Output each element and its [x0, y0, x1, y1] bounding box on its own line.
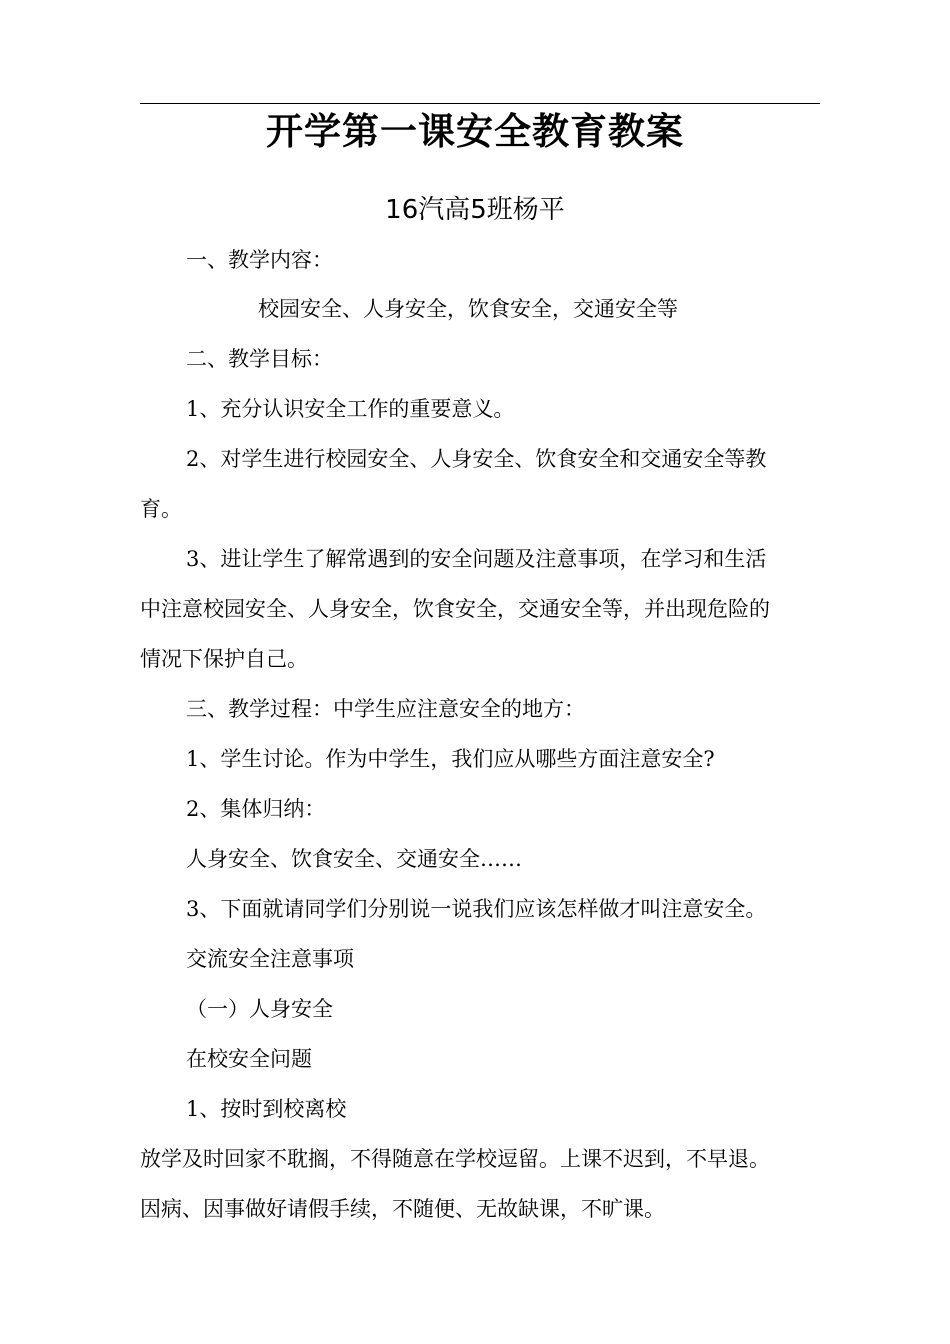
- document-subtitle: 16汽高5班杨平: [385, 195, 565, 225]
- paragraph-line: 放学及时回家不耽搁，不得随意在学校逗留。上课不迟到，不早退。: [140, 1147, 770, 1171]
- paragraph-line: 育。: [140, 497, 182, 521]
- document-title: 开学第一课安全教育教案: [266, 110, 684, 153]
- paragraph-line: 1、学生讨论。作为中学生，我们应从哪些方面注意安全?: [186, 747, 715, 771]
- paragraph-line: 1、充分认识安全工作的重要意义。: [186, 397, 515, 421]
- paragraph-line: 3、进让学生了解常遇到的安全问题及注意事项，在学习和生活: [186, 547, 767, 571]
- subsection-heading: （一）人身安全: [186, 997, 333, 1021]
- paragraph-line: 中注意校园安全、人身安全，饮食安全，交通安全等，并出现危险的: [140, 597, 770, 621]
- paragraph-line: 交流安全注意事项: [186, 947, 354, 971]
- paragraph-line: 2、集体归纳：: [186, 797, 326, 821]
- header-rule: [140, 103, 820, 104]
- paragraph-line: 3、下面就请同学们分别说一说我们应该怎样做才叫注意安全。: [186, 897, 767, 921]
- section-heading-content: 一、教学内容：: [186, 248, 333, 272]
- section-heading-process: 三、教学过程：中学生应注意安全的地方：: [186, 697, 585, 721]
- paragraph-line: 情况下保护自己。: [140, 647, 308, 671]
- paragraph-line: 2、对学生进行校园安全、人身安全、饮食安全和交通安全等教: [186, 447, 767, 471]
- paragraph-line: 人身安全、饮食安全、交通安全……: [186, 847, 522, 871]
- section-heading-goals: 二、教学目标：: [186, 347, 333, 371]
- paragraph-line: 校园安全、人身安全，饮食安全，交通安全等: [258, 297, 678, 321]
- paragraph-line: 在校安全问题: [186, 1047, 312, 1071]
- paragraph-line: 因病、因事做好请假手续，不随便、无故缺课，不旷课。: [140, 1197, 665, 1221]
- paragraph-line: 1、按时到校离校: [186, 1097, 347, 1121]
